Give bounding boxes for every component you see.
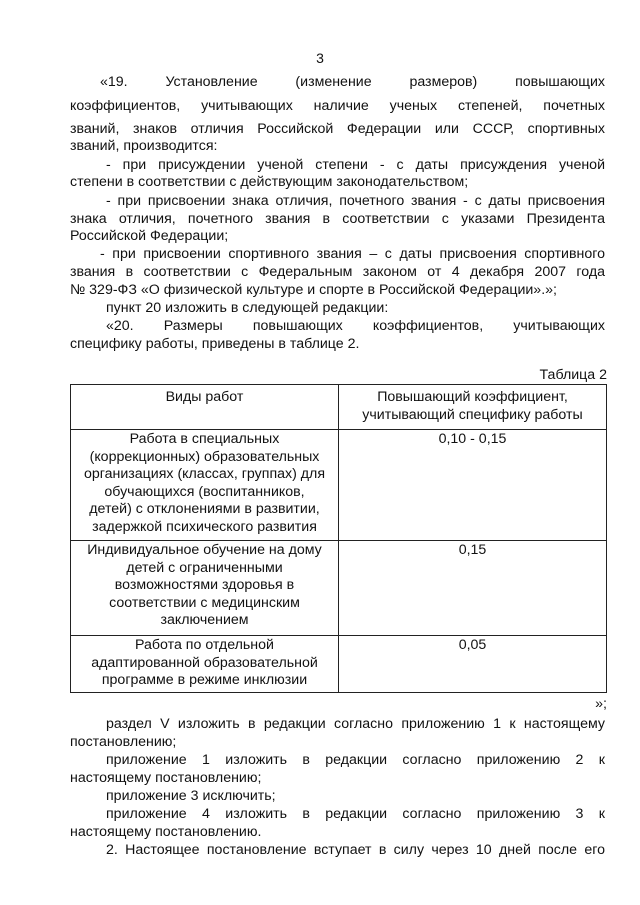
coefficient-value: 0,10 - 0,15 — [438, 431, 507, 447]
text-line: раздел V изложить в редакции согласно приложению 1 к настоящему — [106, 716, 605, 732]
text-line: коэффициентов, учитывающих наличие ученых степеней, почетных — [70, 98, 605, 114]
cell-line: Работа по отдельной — [135, 637, 274, 653]
text-line: - при присвоении спортивного звания – с даты присвоения спортивного — [100, 246, 605, 262]
text-line: пункт 20 изложить в следующей редакции: — [106, 300, 389, 316]
header-work-type-label: Виды работ — [165, 389, 244, 405]
cell-line: Индивидуальное обучение на дому — [87, 542, 322, 558]
cell-line: соответствии с медицинским — [109, 594, 300, 611]
header-coefficient-line: Повышающий коэффициент, — [377, 389, 568, 405]
text-line: - при присвоении знака отличия, почетного звания - с даты присвоения — [106, 193, 605, 209]
header-coefficient — [339, 385, 607, 430]
text-line: званий, знаков отличия Российской Федерации или СССР, спортивных — [70, 121, 605, 137]
coefficient-cell — [339, 430, 607, 541]
cell-line: детей с ограниченными — [126, 559, 283, 576]
text-line: званий, производится: — [70, 138, 218, 154]
text-line: - при присуждении ученой степени - с даты присуждения ученой — [106, 157, 605, 173]
text-line: Российской Федерации; — [70, 228, 229, 244]
cell-line: Работа в специальных — [129, 431, 280, 447]
text-line: постановлению; — [70, 734, 177, 750]
text-line: приложение 1 изложить в редакции согласно приложению 2 к — [106, 752, 605, 768]
closing-quote: »; — [595, 696, 607, 712]
text-line: 2. Настоящее постановление вступает в силу через 10 дней после его — [106, 842, 605, 858]
table-row — [71, 636, 607, 693]
table-row — [71, 430, 607, 541]
work-type-cell — [71, 541, 339, 636]
coefficient-cell — [339, 636, 607, 693]
text-line: специфику работы, приведены в таблице 2. — [70, 336, 360, 352]
cell-line: обучающихся (воспитанников, — [104, 483, 305, 500]
text-line: приложение 4 изложить в редакции согласно приложению 3 к — [106, 806, 605, 822]
text-line: настоящему постановлению. — [70, 824, 262, 840]
cell-line: (коррекционных) образовательных — [89, 448, 320, 465]
cell-line: заключением — [160, 612, 249, 628]
text-line: звания в соответствии с Федеральным законом от 4 декабря 2007 года — [70, 264, 605, 280]
cell-line: организациях (классах, группах) для — [83, 466, 326, 482]
text-line: настоящему постановлению; — [70, 770, 262, 786]
text-line: «20. Размеры повышающих коэффициентов, учитывающих — [106, 318, 605, 334]
work-type-cell — [71, 430, 339, 541]
coefficient-cell — [339, 541, 607, 636]
cell-line: задержкой психического развития — [92, 518, 317, 535]
coefficient-value: 0,05 — [458, 637, 487, 653]
text-line: приложение 3 исключить; — [106, 788, 276, 804]
cell-line: адаптированной образовательной — [91, 654, 318, 671]
text-line: степени в соответствии с действующим законодательством; — [70, 174, 469, 190]
cell-line: возможностями здоровья в — [114, 577, 295, 593]
cell-line: программе в режиме инклюзии — [101, 672, 308, 688]
page-number: 3 — [316, 50, 324, 66]
cell-line: детей) с отклонениями в развитии, — [89, 501, 320, 517]
table-caption: Таблица 2 — [539, 367, 607, 383]
work-type-cell — [71, 636, 339, 693]
coefficient-table — [70, 384, 607, 693]
header-work-type — [71, 385, 339, 430]
text-line: № 329-ФЗ «О физической культуре и спорте в Российской Федерации».»; — [70, 282, 557, 298]
header-coefficient-line: учитывающий специфику работы — [362, 406, 583, 423]
text-line: «19. Установление (изменение размеров) повышающих — [100, 74, 605, 90]
table-row — [71, 541, 607, 636]
text-line: знака отличия, почетного звания в соответствии с указами Президента — [70, 211, 605, 227]
table-header-row — [71, 385, 607, 430]
coefficient-value: 0,15 — [458, 542, 487, 558]
